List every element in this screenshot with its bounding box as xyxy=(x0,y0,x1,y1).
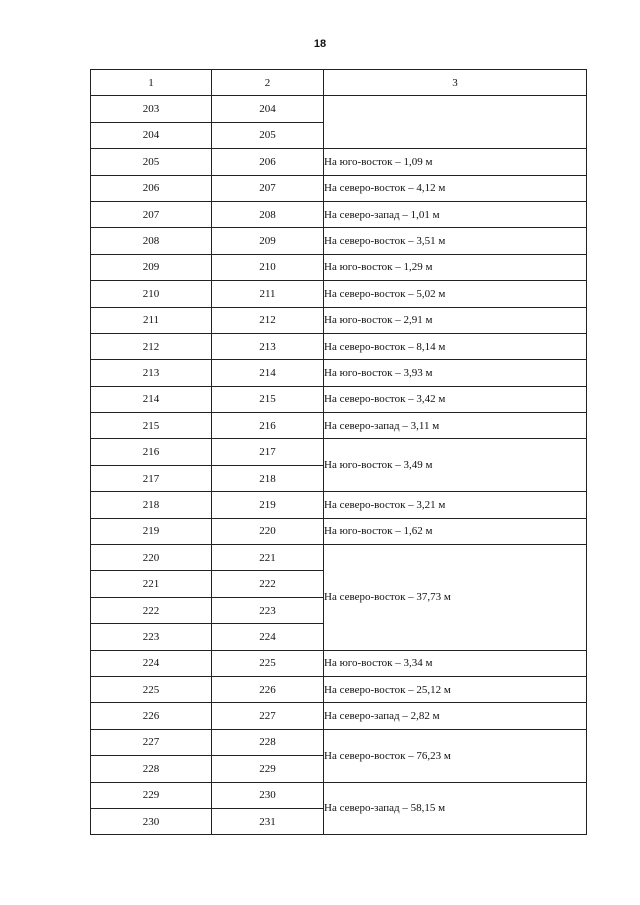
point-from-cell: 215 xyxy=(91,413,212,439)
direction-cell: На северо-восток – 37,73 м xyxy=(324,545,587,651)
point-to-cell: 215 xyxy=(212,386,324,412)
point-from-cell: 205 xyxy=(91,149,212,175)
point-to-cell: 208 xyxy=(212,201,324,227)
point-from-cell: 211 xyxy=(91,307,212,333)
table-row xyxy=(91,518,587,544)
table-row xyxy=(91,360,587,386)
direction-cell: На юго-восток – 2,91 м xyxy=(324,307,587,333)
point-to-cell: 206 xyxy=(212,149,324,175)
point-to-cell: 222 xyxy=(212,571,324,597)
point-to-cell: 214 xyxy=(212,360,324,386)
point-from-cell: 225 xyxy=(91,676,212,702)
table-header-row xyxy=(91,70,587,96)
table-row xyxy=(91,228,587,254)
point-to-cell: 231 xyxy=(212,808,324,834)
direction-cell: На северо-восток – 76,23 м xyxy=(324,729,587,782)
table-row xyxy=(91,413,587,439)
point-to-cell: 230 xyxy=(212,782,324,808)
table-row xyxy=(91,703,587,729)
direction-cell: На северо-восток – 3,42 м xyxy=(324,386,587,412)
table-row xyxy=(91,333,587,359)
table-row xyxy=(91,96,587,122)
point-to-cell: 221 xyxy=(212,545,324,571)
direction-cell: На северо-запад – 2,82 м xyxy=(324,703,587,729)
point-to-cell: 227 xyxy=(212,703,324,729)
point-from-cell: 224 xyxy=(91,650,212,676)
table-row xyxy=(91,201,587,227)
point-to-cell: 223 xyxy=(212,597,324,623)
point-from-cell: 222 xyxy=(91,597,212,623)
table-row xyxy=(91,492,587,518)
direction-cell: На юго-восток – 1,29 м xyxy=(324,254,587,280)
point-to-cell: 216 xyxy=(212,413,324,439)
column-header-2: 2 xyxy=(212,70,324,96)
point-to-cell: 210 xyxy=(212,254,324,280)
table-row xyxy=(91,729,587,755)
table-row xyxy=(91,281,587,307)
direction-cell: На северо-запад – 58,15 м xyxy=(324,782,587,835)
point-to-cell: 224 xyxy=(212,624,324,650)
point-from-cell: 223 xyxy=(91,624,212,650)
point-from-cell: 213 xyxy=(91,360,212,386)
point-to-cell: 212 xyxy=(212,307,324,333)
table-row xyxy=(91,545,587,571)
point-from-cell: 217 xyxy=(91,465,212,491)
page-number: 18 xyxy=(313,38,327,50)
table-row xyxy=(91,386,587,412)
direction-cell: На юго-восток – 3,34 м xyxy=(324,650,587,676)
point-to-cell: 207 xyxy=(212,175,324,201)
point-to-cell: 219 xyxy=(212,492,324,518)
direction-cell: На юго-восток – 3,93 м xyxy=(324,360,587,386)
point-from-cell: 229 xyxy=(91,782,212,808)
point-from-cell: 219 xyxy=(91,518,212,544)
point-from-cell: 228 xyxy=(91,756,212,782)
point-to-cell: 213 xyxy=(212,333,324,359)
direction-cell: На северо-запад – 1,01 м xyxy=(324,201,587,227)
direction-cell xyxy=(324,96,587,149)
direction-cell: На юго-восток – 1,09 м xyxy=(324,149,587,175)
table-row xyxy=(91,175,587,201)
direction-cell: На северо-восток – 3,21 м xyxy=(324,492,587,518)
direction-cell: На северо-восток – 4,12 м xyxy=(324,175,587,201)
point-to-cell: 218 xyxy=(212,465,324,491)
point-to-cell: 205 xyxy=(212,122,324,148)
direction-cell: На северо-запад – 3,11 м xyxy=(324,413,587,439)
table-row xyxy=(91,676,587,702)
point-to-cell: 211 xyxy=(212,281,324,307)
direction-cell: На северо-восток – 8,14 м xyxy=(324,333,587,359)
point-from-cell: 227 xyxy=(91,729,212,755)
point-from-cell: 207 xyxy=(91,201,212,227)
point-from-cell: 212 xyxy=(91,333,212,359)
direction-cell: На юго-восток – 1,62 м xyxy=(324,518,587,544)
boundary-table xyxy=(90,69,587,835)
point-from-cell: 209 xyxy=(91,254,212,280)
direction-cell: На юго-восток – 3,49 м xyxy=(324,439,587,492)
column-header-3: 3 xyxy=(324,70,587,96)
point-to-cell: 204 xyxy=(212,96,324,122)
table-row xyxy=(91,439,587,465)
point-to-cell: 217 xyxy=(212,439,324,465)
table-row xyxy=(91,149,587,175)
column-header-1: 1 xyxy=(91,70,212,96)
point-from-cell: 218 xyxy=(91,492,212,518)
table-row xyxy=(91,782,587,808)
point-to-cell: 228 xyxy=(212,729,324,755)
direction-cell: На северо-восток – 5,02 м xyxy=(324,281,587,307)
point-to-cell: 225 xyxy=(212,650,324,676)
point-from-cell: 220 xyxy=(91,545,212,571)
point-to-cell: 220 xyxy=(212,518,324,544)
point-from-cell: 226 xyxy=(91,703,212,729)
table-row xyxy=(91,254,587,280)
table-row xyxy=(91,307,587,333)
point-from-cell: 204 xyxy=(91,122,212,148)
table-body xyxy=(91,96,587,835)
table-row xyxy=(91,650,587,676)
point-from-cell: 216 xyxy=(91,439,212,465)
point-to-cell: 226 xyxy=(212,676,324,702)
point-from-cell: 208 xyxy=(91,228,212,254)
point-from-cell: 206 xyxy=(91,175,212,201)
direction-cell: На северо-восток – 25,12 м xyxy=(324,676,587,702)
point-from-cell: 230 xyxy=(91,808,212,834)
point-from-cell: 214 xyxy=(91,386,212,412)
point-to-cell: 229 xyxy=(212,756,324,782)
point-from-cell: 221 xyxy=(91,571,212,597)
point-from-cell: 203 xyxy=(91,96,212,122)
point-from-cell: 210 xyxy=(91,281,212,307)
direction-cell: На северо-восток – 3,51 м xyxy=(324,228,587,254)
point-to-cell: 209 xyxy=(212,228,324,254)
